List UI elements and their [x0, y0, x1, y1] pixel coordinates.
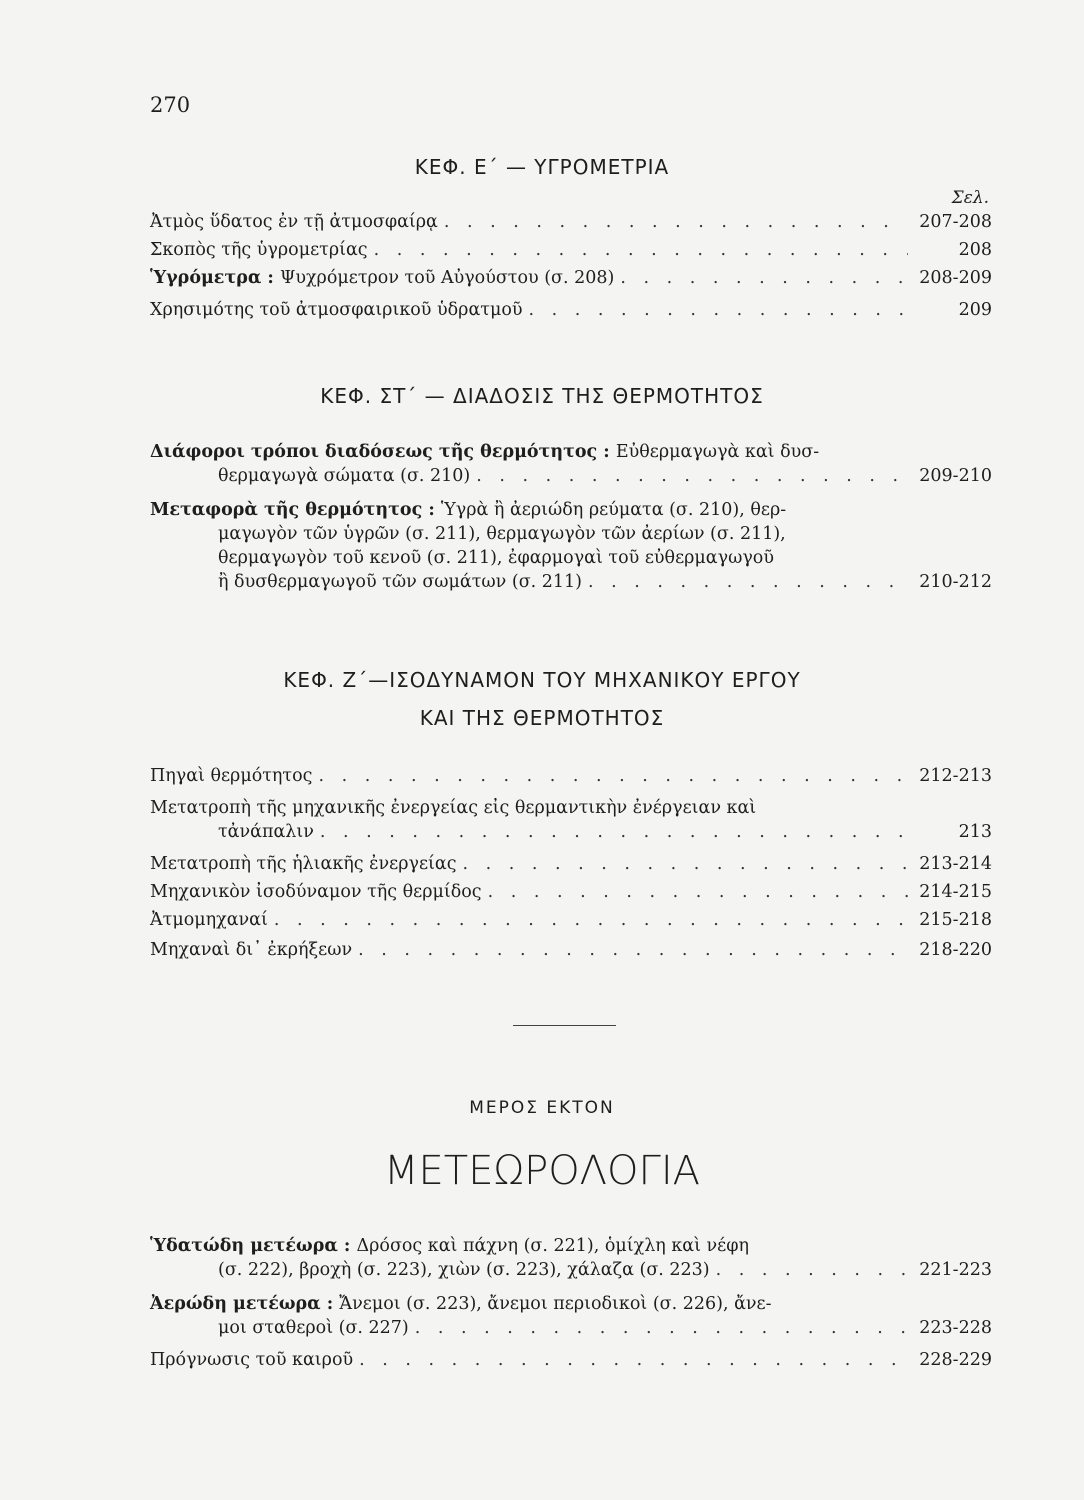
entry-label: Χρησιμότης τοῦ ἀτμοσφαιρικοῦ ὑδρατμοῦ	[150, 300, 523, 320]
dot-leader	[358, 938, 908, 962]
entry-pages: 208	[958, 240, 992, 260]
dot-leader	[529, 298, 908, 322]
dot-leader	[476, 464, 908, 488]
entry-label-cont: ἢ δυσθερμαγωγοῦ τῶν σωμάτων (σ. 211)	[218, 572, 583, 592]
dot-leader	[716, 1258, 908, 1282]
entry-keyword: Ὑγρόμετρα :	[150, 268, 280, 288]
toc-entry	[150, 238, 992, 262]
toc-entry	[150, 210, 992, 234]
dot-leader	[488, 880, 908, 904]
entry-pages: 213-214	[919, 854, 992, 874]
pages-column-label: Σελ.	[951, 188, 989, 208]
entry-label-cont: μαγωγὸν τῶν ὑγρῶν (σ. 211), θερμαγωγὸν τῶν ἀερίων (σ. 211),	[218, 524, 786, 544]
entry-label: Ὑδατώδη μετέωρα : Δρόσος καὶ πάχνη (σ. 221), ὁμίχλη καὶ νέφη	[150, 1236, 749, 1256]
entry-label-cont: (σ. 222), βροχὴ (σ. 223), χιὼν (σ. 223), χάλαζα (σ. 223)	[218, 1260, 710, 1280]
entry-label-cont: τἀνάπαλιν	[218, 822, 314, 842]
entry-pages: 218-220	[919, 940, 992, 960]
dot-leader	[274, 908, 908, 932]
entry-label: Μηχανικὸν ἰσοδύναμον τῆς θερμίδος	[150, 882, 482, 902]
part-title: ΜΕΤΕΩΡΟΛΟΓΙΑ	[384, 1148, 700, 1194]
dot-leader	[318, 764, 908, 788]
dot-leader	[444, 210, 908, 234]
entry-label-cont: μοι σταθεροὶ (σ. 227)	[218, 1318, 409, 1338]
section-divider	[513, 1025, 616, 1026]
toc-entry	[150, 498, 992, 594]
entry-label: Μηχαναὶ δι᾽ ἐκρήξεων	[150, 940, 353, 960]
dot-leader	[588, 570, 908, 594]
toc-entry	[150, 266, 992, 290]
entry-pages: 213	[958, 822, 992, 842]
entry-pages: 207-208	[919, 212, 992, 232]
toc-entry	[150, 1234, 992, 1282]
entry-pages: 212-213	[919, 766, 992, 786]
entry-label: Πηγαὶ θερμότητος	[150, 766, 313, 786]
entry-keyword: Μεταφορὰ τῆς θερμότητος :	[150, 500, 441, 520]
dot-leader	[374, 238, 908, 262]
entry-pages: 210-212	[919, 572, 992, 592]
toc-entry	[150, 852, 992, 876]
entry-pages: 215-218	[919, 910, 992, 930]
entry-pages: 209	[958, 300, 992, 320]
dot-leader	[620, 266, 908, 290]
page-number: 270	[150, 93, 191, 117]
chapter-heading-z: ΚΕΦ. Ζ΄—ΙΣΟΔΥΝΑΜΟΝ ΤΟΥ ΜΗΧΑΝΙΚΟΥ ΕΡΓΟΥ	[283, 668, 801, 692]
chapter-heading-st: ΚΕΦ. ΣΤ΄ — ΔΙΑΔΟΣΙΣ ΤΗΣ ΘΕΡΜΟΤΗΤΟΣ	[320, 384, 764, 408]
dot-leader	[359, 1348, 908, 1372]
entry-label-cont: θερμαγωγὸν τοῦ κενοῦ (σ. 211), ἐφαρμογαὶ τοῦ εὐθερμαγωγοῦ	[218, 548, 774, 568]
entry-label: Διάφοροι τρόποι διαδόσεως τῆς θερμότητος : Εὐθερμαγωγὰ καὶ δυσ-	[150, 442, 820, 462]
toc-entry	[150, 938, 992, 962]
chapter-heading-e: ΚΕΦ. Ε΄ — ΥΓΡΟΜΕΤΡΙΑ	[414, 155, 670, 179]
entry-pages: 228-229	[919, 1350, 992, 1370]
part-label: ΜΕΡΟΣ ΕΚΤΟΝ	[469, 1098, 615, 1118]
entry-keyword: Διάφοροι τρόποι διαδόσεως τῆς θερμότητος :	[150, 442, 616, 462]
entry-label: Ὑγρόμετρα : Ψυχρόμετρον τοῦ Αὐγούστου (σ. 208)	[150, 268, 615, 288]
dot-leader	[463, 852, 909, 876]
chapter-heading-z-line2: ΚΑΙ ΤΗΣ ΘΕΡΜΟΤΗΤΟΣ	[419, 706, 665, 730]
toc-entry	[150, 1348, 992, 1372]
toc-entry	[150, 440, 992, 488]
toc-entry	[150, 908, 992, 932]
entry-pages: 223-228	[919, 1318, 992, 1338]
entry-label: Ἀτμομηχαναί	[150, 910, 268, 930]
entry-label: Μετατροπὴ τῆς μηχανικῆς ἐνεργείας εἰς θερμαντικὴν ἐνέργειαν καὶ	[150, 798, 757, 818]
toc-entry	[150, 1292, 992, 1340]
toc-entry	[150, 764, 992, 788]
toc-entry	[150, 796, 992, 844]
entry-label: Μετατροπὴ τῆς ἡλιακῆς ἐνεργείας	[150, 854, 457, 874]
entry-label: Ἀερώδη μετέωρα : Ἄνεμοι (σ. 223), ἄνεμοι περιοδικοὶ (σ. 226), ἄνε-	[150, 1294, 772, 1314]
entry-pages: 209-210	[919, 466, 992, 486]
toc-entry	[150, 298, 992, 322]
entry-label-cont: θερμαγωγὰ σώματα (σ. 210)	[218, 466, 471, 486]
entry-keyword: Ἀερώδη μετέωρα :	[150, 1294, 340, 1314]
entry-keyword: Ὑδατώδη μετέωρα :	[150, 1236, 357, 1256]
entry-label: Ἀτμὸς ὕδατος ἐν τῇ ἀτμοσφαίρᾳ	[150, 212, 438, 232]
entry-pages: 221-223	[919, 1260, 992, 1280]
toc-entry	[150, 880, 992, 904]
entry-label: Πρόγνωσις τοῦ καιροῦ	[150, 1350, 354, 1370]
entry-label: Σκοπὸς τῆς ὑγρομετρίας	[150, 240, 368, 260]
entry-label: Μεταφορὰ τῆς θερμότητος : Ὑγρὰ ἢ ἀεριώδη ρεύματα (σ. 210), θερ-	[150, 500, 787, 520]
entry-pages: 214-215	[919, 882, 992, 902]
entry-pages: 208-209	[919, 268, 992, 288]
dot-leader	[320, 820, 908, 844]
dot-leader	[415, 1316, 908, 1340]
